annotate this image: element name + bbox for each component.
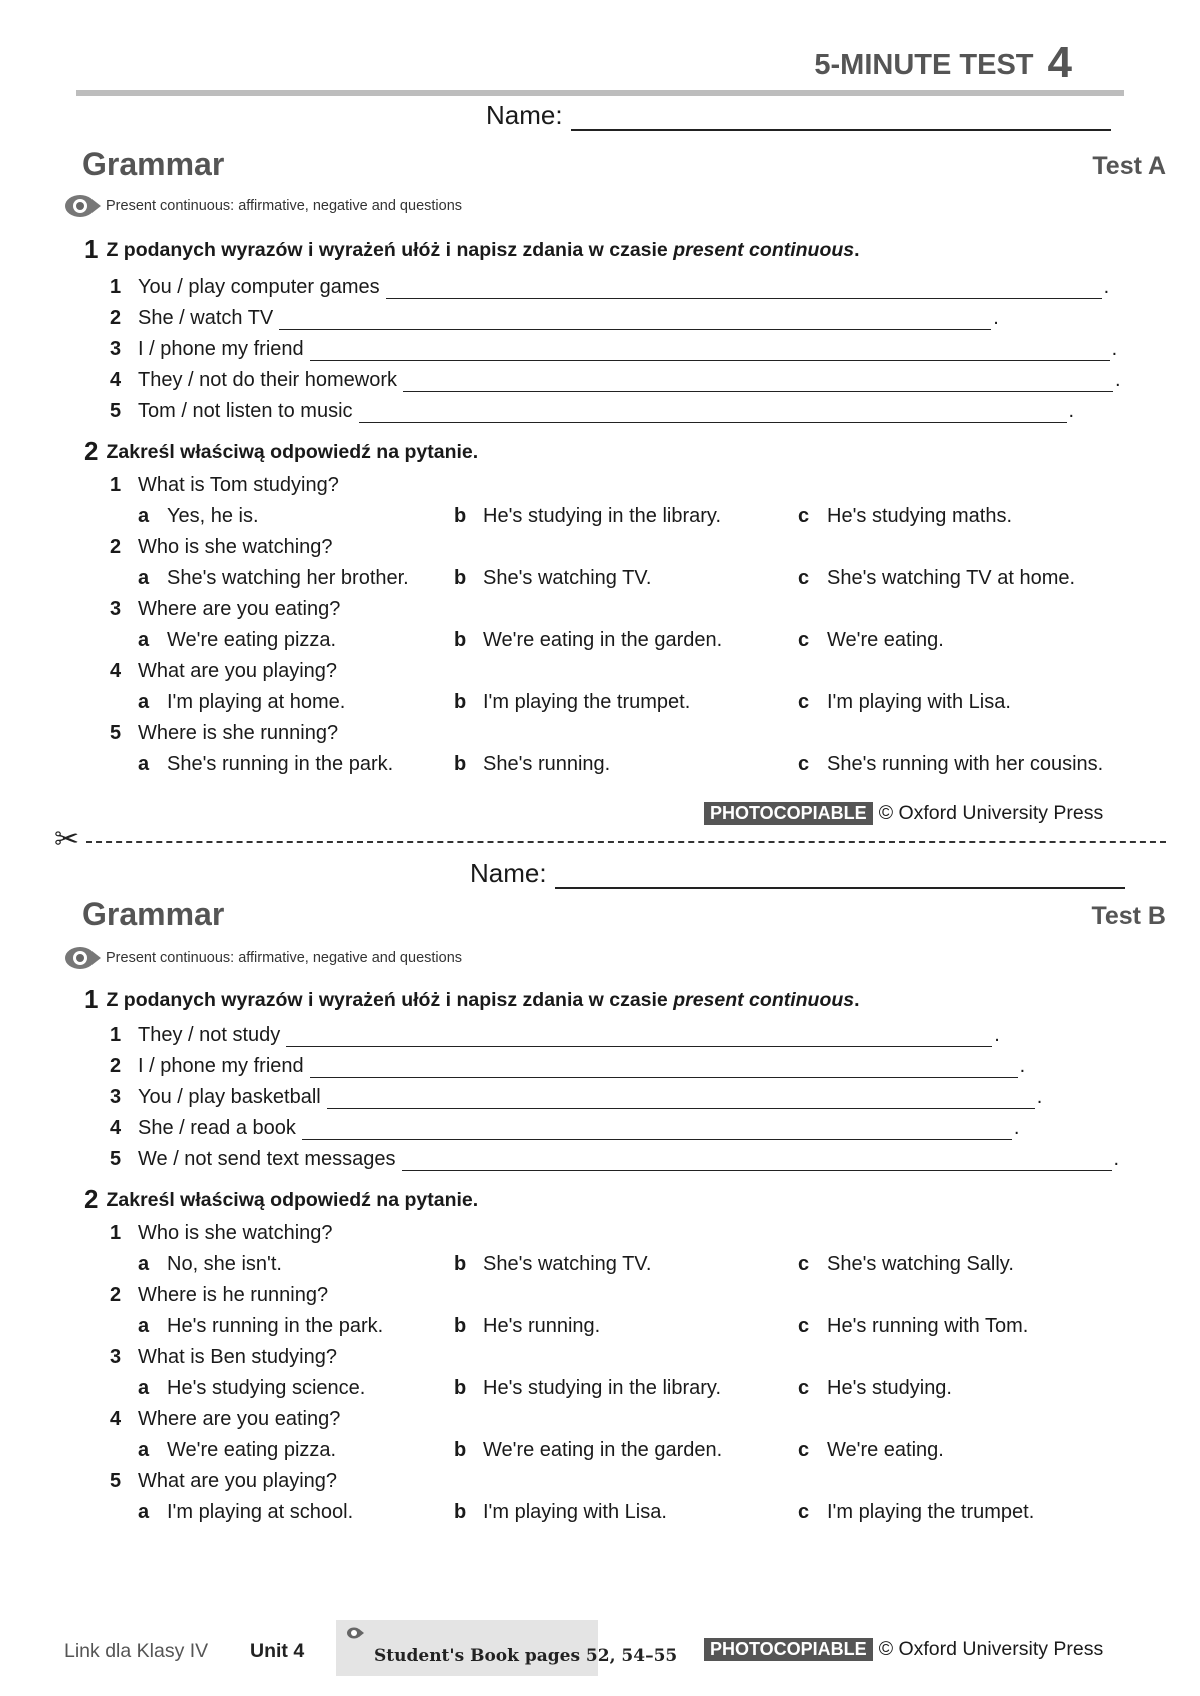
fill-item: 5 We / not send text messages .: [110, 1148, 1120, 1170]
option-c[interactable]: c He's studying maths.: [798, 505, 1013, 527]
option-c[interactable]: c We're eating.: [798, 1439, 944, 1461]
option-b[interactable]: b He's studying in the library.: [454, 505, 721, 527]
option-text: He's running.: [483, 1315, 601, 1337]
option-text: I'm playing the trumpet.: [483, 691, 691, 713]
eye-icon: [62, 192, 102, 220]
item-number: 3: [110, 598, 122, 620]
answer-blank[interactable]: [327, 1088, 1035, 1109]
eye-icon: [62, 944, 102, 972]
test-b-label: Test B: [1091, 902, 1166, 930]
option-c[interactable]: c She's watching Sally.: [798, 1253, 1014, 1275]
option-b[interactable]: b I'm playing with Lisa.: [454, 1501, 667, 1523]
fill-item: 2 I / phone my friend .: [110, 1055, 1026, 1077]
option-text: She's running with her cousins.: [827, 753, 1104, 775]
item-number: 5: [110, 722, 122, 744]
fill-item: 3 I / phone my friend .: [110, 338, 1118, 360]
photocopiable-badge: PHOTOCOPIABLE: [704, 802, 873, 825]
cut-line: [86, 841, 1166, 843]
test-title: [814, 38, 1072, 88]
name-field-b[interactable]: [470, 858, 1125, 889]
question: [110, 536, 333, 559]
answer-blank[interactable]: [279, 309, 991, 330]
name-label: Name:: [470, 858, 547, 888]
answer-blank[interactable]: [310, 1057, 1018, 1078]
option-text: He's studying in the library.: [483, 1377, 721, 1399]
option-b[interactable]: b We're eating in the garden.: [454, 629, 723, 651]
instruction-text: Z podanych wyrazów i wyrażeń ułóż i napisz zdania w czasie: [106, 989, 668, 1011]
option-text: She's watching TV.: [483, 1253, 652, 1275]
option-a[interactable]: a He's running in the park.: [138, 1315, 384, 1337]
item-number: 2: [110, 307, 122, 329]
name-field-a[interactable]: [486, 100, 1111, 131]
option-c[interactable]: c We're eating.: [798, 629, 944, 651]
item-number: 3: [110, 338, 122, 360]
item-number: 3: [110, 1346, 122, 1368]
option-b[interactable]: b I'm playing the trumpet.: [454, 691, 691, 713]
exercise-2-instruction: [84, 436, 478, 467]
item-number: 1: [110, 276, 122, 298]
item-number: 1: [110, 1222, 122, 1244]
option-c[interactable]: c He's running with Tom.: [798, 1315, 1029, 1337]
option-text: I'm playing with Lisa.: [827, 691, 1011, 713]
topic-line: [62, 192, 462, 220]
item-number: 4: [110, 369, 122, 391]
question: [110, 1222, 333, 1245]
option-text: He's running with Tom.: [827, 1315, 1029, 1337]
prompt: She / watch TV: [138, 307, 274, 329]
exercise-number: 1: [84, 984, 99, 1014]
item-number: 5: [110, 1148, 122, 1170]
option-text: I'm playing with Lisa.: [483, 1501, 667, 1523]
question: [110, 1346, 337, 1369]
option-text: We're eating.: [827, 1439, 944, 1461]
instruction-text: Zakreśl właściwą odpowiedź na pytanie.: [106, 1189, 479, 1211]
prompt: They / not study: [138, 1024, 281, 1046]
photocopiable-notice: [704, 802, 1103, 825]
eye-icon: [346, 1626, 364, 1640]
option-b[interactable]: b She's watching TV.: [454, 567, 652, 589]
question-text: What are you playing?: [138, 1470, 338, 1492]
question-text: What are you playing?: [138, 660, 338, 682]
option-text: I'm playing at school.: [167, 1501, 354, 1523]
prompt: You / play computer games: [138, 276, 380, 298]
option-text: We're eating.: [827, 629, 944, 651]
fill-item: 2 She / watch TV .: [110, 307, 999, 329]
instruction-text: Z podanych wyrazów i wyrażeń ułóż i napisz zdania w czasie: [106, 239, 668, 261]
answer-blank[interactable]: [302, 1119, 1012, 1140]
option-c[interactable]: c She's running with her cousins.: [798, 753, 1104, 775]
question: [110, 1408, 340, 1431]
fill-item: 1 You / play computer games .: [110, 276, 1110, 298]
question-text: Where is he running?: [138, 1284, 329, 1306]
exercise-2-instruction: [84, 1184, 478, 1215]
exercise-number: 2: [84, 436, 99, 466]
option-b[interactable]: b He's studying in the library.: [454, 1377, 721, 1399]
item-number: 4: [110, 1408, 122, 1430]
footer-unit: Unit 4: [250, 1640, 305, 1662]
option-text: She's watching TV at home.: [827, 567, 1076, 589]
fill-item: 4 She / read a book .: [110, 1117, 1020, 1139]
question-text: What is Tom studying?: [138, 474, 339, 496]
option-a[interactable]: a He's studying science.: [138, 1377, 366, 1399]
prompt: We / not send text messages: [138, 1148, 396, 1170]
name-blank[interactable]: [555, 861, 1125, 889]
option-text: He's studying.: [827, 1377, 952, 1399]
answer-blank[interactable]: [310, 340, 1110, 361]
topic-line: [62, 944, 462, 972]
option-a[interactable]: a I'm playing at home.: [138, 691, 346, 713]
copyright-text: © Oxford University Press: [878, 1638, 1104, 1660]
option-text: She's running.: [483, 753, 611, 775]
exercise-number: 2: [84, 1184, 99, 1214]
option-a[interactable]: a Yes, he is.: [138, 505, 259, 527]
exercise-1-instruction: 1 Z podanych wyrazów i wyrażeń ułóż i napisz zdania w czasie present continuous.: [84, 234, 860, 264]
option-a[interactable]: a No, she isn't.: [138, 1253, 282, 1275]
item-number: 3: [110, 1086, 122, 1108]
answer-blank[interactable]: [286, 1026, 992, 1047]
option-b[interactable]: b He's running.: [454, 1315, 601, 1337]
footer-students-book-box: [336, 1620, 678, 1676]
question: [110, 1284, 328, 1307]
option-b[interactable]: b She's running.: [454, 753, 611, 775]
option-text: She's watching TV.: [483, 567, 652, 589]
option-c[interactable]: c I'm playing the trumpet.: [798, 1501, 1035, 1523]
answer-blank[interactable]: [359, 402, 1067, 423]
item-number: 5: [110, 400, 122, 422]
fill-item: 4 They / not do their homework .: [110, 369, 1121, 391]
instruction-emphasis: present continuous: [673, 989, 855, 1011]
option-text: She's watching Sally.: [827, 1253, 1014, 1275]
photocopiable-badge: PHOTOCOPIABLE: [704, 1638, 873, 1661]
option-text: We're eating in the garden.: [483, 629, 723, 651]
question-text: Where are you eating?: [138, 1408, 341, 1430]
item-number: 1: [110, 1024, 122, 1046]
option-a[interactable]: a She's watching her brother.: [138, 567, 409, 589]
item-number: 4: [110, 1117, 122, 1139]
topic-text: Present continuous: affirmative, negative and questions: [106, 198, 463, 214]
name-blank[interactable]: [571, 103, 1111, 131]
exercise-number: 1: [84, 234, 99, 264]
answer-blank[interactable]: [403, 371, 1113, 392]
fill-item: 5 Tom / not listen to music .: [110, 400, 1075, 422]
option-text: I'm playing the trumpet.: [827, 1501, 1035, 1523]
option-c[interactable]: c I'm playing with Lisa.: [798, 691, 1011, 713]
exercise-1-instruction: 1 Z podanych wyrazów i wyrażeń ułóż i napisz zdania w czasie present continuous.: [84, 984, 860, 1014]
question: [110, 474, 339, 497]
option-text: He's studying science.: [167, 1377, 366, 1399]
question-text: Who is she watching?: [138, 1222, 333, 1244]
test-a-label: Test A: [1092, 152, 1166, 180]
footer-course-title: Link dla Klasy IV: [64, 1640, 209, 1662]
prompt: I / phone my friend: [138, 338, 304, 360]
instruction-text: Zakreśl właściwą odpowiedź na pytanie.: [106, 441, 479, 463]
question: [110, 598, 340, 621]
test-number: 4: [1047, 38, 1072, 87]
scissors-icon: ✂: [54, 823, 80, 856]
fill-item: 3 You / play basketball .: [110, 1086, 1043, 1108]
fill-item: 1 They / not study .: [110, 1024, 1000, 1046]
option-text: He's running in the park.: [167, 1315, 384, 1337]
item-number: 1: [110, 474, 122, 496]
section-heading-grammar: Grammar: [82, 896, 225, 932]
option-text: We're eating in the garden.: [483, 1439, 723, 1461]
footer-sb-pages: Student's Book pages 52, 54–55: [374, 1646, 678, 1666]
option-a[interactable]: a We're eating pizza.: [138, 1439, 337, 1461]
option-text: I'm playing at home.: [167, 691, 346, 713]
test-title-text: 5-MINUTE TEST: [814, 49, 1034, 81]
option-text: She's running in the park.: [167, 753, 394, 775]
topic-text: Present continuous: affirmative, negative and questions: [106, 950, 463, 966]
item-number: 2: [110, 536, 122, 558]
question-text: Who is she watching?: [138, 536, 333, 558]
option-text: He's studying in the library.: [483, 505, 721, 527]
question: [110, 722, 338, 745]
option-text: We're eating pizza.: [167, 629, 337, 651]
option-c[interactable]: c He's studying.: [798, 1377, 952, 1399]
option-b[interactable]: b She's watching TV.: [454, 1253, 652, 1275]
prompt: I / phone my friend: [138, 1055, 304, 1077]
question: [110, 660, 337, 683]
question-text: What is Ben studying?: [138, 1346, 337, 1368]
instruction-emphasis: present continuous: [673, 239, 855, 261]
prompt: She / read a book: [138, 1117, 296, 1139]
option-text: Yes, he is.: [167, 505, 259, 527]
answer-blank[interactable]: [386, 278, 1102, 299]
header-rule: [76, 90, 1124, 96]
question-text: Where are you eating?: [138, 598, 341, 620]
item-number: 5: [110, 1470, 122, 1492]
option-text: She's watching her brother.: [167, 567, 409, 589]
option-a[interactable]: a We're eating pizza.: [138, 629, 337, 651]
question: [110, 1470, 337, 1493]
prompt: You / play basketball: [138, 1086, 321, 1108]
option-b[interactable]: b We're eating in the garden.: [454, 1439, 723, 1461]
copyright-text: © Oxford University Press: [878, 802, 1104, 824]
option-text: We're eating pizza.: [167, 1439, 337, 1461]
prompt: They / not do their homework: [138, 369, 398, 391]
section-heading-grammar: Grammar: [82, 146, 225, 182]
name-label: Name:: [486, 100, 563, 130]
option-c[interactable]: c She's watching TV at home.: [798, 567, 1076, 589]
answer-blank[interactable]: [402, 1150, 1112, 1171]
option-a[interactable]: a She's running in the park.: [138, 753, 394, 775]
item-number: 4: [110, 660, 122, 682]
item-number: 2: [110, 1055, 122, 1077]
option-text: He's studying maths.: [827, 505, 1013, 527]
option-text: No, she isn't.: [167, 1253, 282, 1275]
question-text: Where is she running?: [138, 722, 339, 744]
prompt: Tom / not listen to music: [138, 400, 353, 422]
footer-photocopiable-notice: [704, 1638, 1103, 1661]
item-number: 2: [110, 1284, 122, 1306]
option-a[interactable]: a I'm playing at school.: [138, 1501, 354, 1523]
